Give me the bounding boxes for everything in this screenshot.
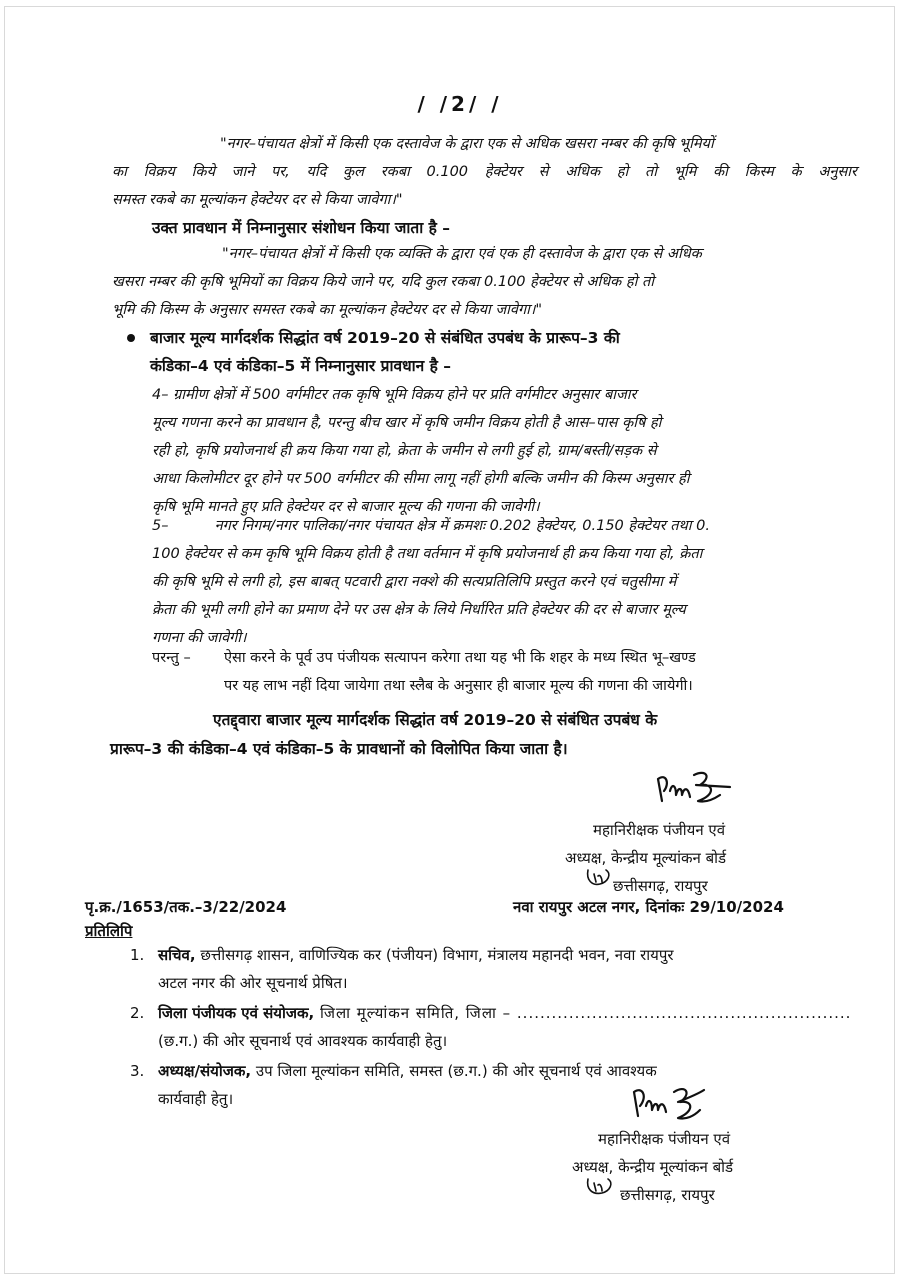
clause-5 xyxy=(152,512,857,652)
initials-mark-2 xyxy=(584,1171,620,1199)
copy-recipient: जिला पंजीयक एवं संयोजक, xyxy=(158,1004,315,1022)
signature-block-1 xyxy=(565,816,823,900)
copy-number: 1. xyxy=(130,946,145,964)
copy-number: 3. xyxy=(130,1062,145,1080)
proviso-line: ऐसा करने के पूर्व उप पंजीयक सत्यापन करेगा तथा यह भी कि शहर के मध्य स्थित भू–खण्ड xyxy=(224,650,696,666)
copy-text: अटल नगर की ओर सूचनार्थ प्रेषित। xyxy=(158,974,348,992)
order-line: प्रारूप–3 की कंडिका–4 एवं कंडिका–5 के प्रावधानों को विलोपित किया जाता है। xyxy=(110,740,568,758)
copy-item xyxy=(118,999,858,1055)
copy-list xyxy=(118,941,858,1113)
clause-line: की कृषि भूमि से लगी हो, इस बाबत् पटवारी द्वारा नक्शे की सत्यप्रतिलिपि प्रस्तुत करने एवं चतुसीमा में xyxy=(152,574,677,590)
clause-4 xyxy=(152,381,857,521)
page-number: / /2/ / xyxy=(417,92,503,116)
bullet-line: बाजार मूल्य मार्गदर्शक सिद्धांत वर्ष 2019–20 से संबंधित उपबंध के प्रारूप–3 की xyxy=(150,329,620,347)
signatory-designation: अध्यक्ष, केन्द्रीय मूल्यांकन बोर्ड xyxy=(572,1158,734,1176)
copy-text: जिला मूल्यांकन समिति, जिला – .......................................................... xyxy=(314,1004,852,1022)
clause-line: आधा किलोमीटर दूर होने पर 500 वर्गमीटर की सीमा लागू नहीं होगी बल्कि जमीन की किस्म अनुसार ही xyxy=(152,471,690,487)
quote-line: समस्त रकबे का मूल्यांकन हेक्टेयर दर से किया जावेगा।" xyxy=(112,192,403,208)
clause-line: 100 हेक्टेयर से कम कृषि भूमि विक्रय होती है तथा वर्तमान में कृषि प्रयोजनार्थ ही क्रय किया गया हो, क्रेता xyxy=(152,546,703,562)
signatory-designation: अध्यक्ष, केन्द्रीय मूल्यांकन बोर्ड xyxy=(565,849,727,867)
quoted-provision-1 xyxy=(112,130,857,214)
amended-provision xyxy=(112,240,857,324)
reference-number: पृ.क्र./1653/तक.–3/22/2024 xyxy=(85,898,287,916)
signatory-location: छत्तीसगढ़, रायपुर xyxy=(620,1186,715,1204)
bullet-line: कंडिका–4 एवं कंडिका–5 में निम्नानुसार प्रावधान है – xyxy=(150,357,452,375)
copy-text: उप जिला मूल्यांकन समिति, समस्त (छ.ग.) की ओर सूचनार्थ एवं आवश्यक xyxy=(251,1062,657,1080)
quote-line: "नगर–पंचायत क्षेत्रों में किसी एक दस्तावेज के द्वारा एक से अधिक खसरा नम्बर की कृषि भूमियों xyxy=(220,136,714,152)
signatory-location: छत्तीसगढ़, रायपुर xyxy=(613,877,708,895)
copy-recipient: सचिव, xyxy=(158,946,196,964)
clause-line: मूल्य गणना करने का प्रावधान है, परन्तु बीच खार में कृषि जमीन विक्रय होती है आस–पास कृषि हो xyxy=(152,415,662,431)
clause-line: क्रेता की भूमी लगी होने का प्रमाण देने पर उस क्षेत्र के लिये निर्धारित प्रति हेक्टेयर की दर से बाजार मूल्य xyxy=(152,602,686,618)
quote-line: खसरा नम्बर की कृषि भूमियों का विक्रय किये जाने पर, यदि कुल रकबा 0.100 हेक्टेयर से अधिक हो तो xyxy=(112,274,654,290)
signature-scribble-2 xyxy=(628,1080,718,1130)
initials-mark-1 xyxy=(584,864,618,890)
clause-line: गणना की जावेगी। xyxy=(152,630,247,646)
copy-item xyxy=(118,1057,858,1113)
signatory-title: महानिरीक्षक पंजीयन एवं xyxy=(593,821,726,839)
signatory-title: महानिरीक्षक पंजीयन एवं xyxy=(598,1130,731,1148)
bullet-point xyxy=(150,324,855,380)
copy-text: (छ.ग.) की ओर सूचनार्थ एवं आवश्यक कार्यवाही हेतु। xyxy=(158,1032,448,1050)
order-line: एतद्द्वारा बाजार मूल्य मार्गदर्शक सिद्धांत वर्ष 2019–20 से संबंधित उपबंध के xyxy=(213,711,658,729)
proviso-line: पर यह लाभ नहीं दिया जायेगा तथा स्लैब के अनुसार ही बाजार मूल्य की गणना की जायेगी। xyxy=(224,678,693,694)
copy-text: कार्यवाही हेतु। xyxy=(158,1090,234,1108)
quote-line: का विक्रय किये जाने पर, यदि कुल रकबा 0.100 हेक्टेयर से अधिक हो तो भूमि की किस्म के अनुसार xyxy=(112,164,857,180)
quote-line: "नगर–पंचायत क्षेत्रों में किसी एक व्यक्ति के द्वारा एवं एक ही दस्तावेज के द्वारा एक से अधिक xyxy=(222,246,702,262)
clause-line: 4– ग्रामीण क्षेत्रों में 500 वर्गमीटर तक कृषि भूमि विक्रय होने पर प्रति वर्गमीटर अनुसार बाजार xyxy=(152,387,637,403)
copy-text: छत्तीसगढ़ शासन, वाणिज्यिक कर (पंजीयन) विभाग, मंत्रालय महानदी भवन, नवा रायपुर xyxy=(195,946,674,964)
clause-line: रही हो, कृषि प्रयोजनार्थ ही क्रय किया गया हो, क्रेता के जमीन से लगी हुई हो, ग्राम/बस्ती/सड़क से xyxy=(152,443,657,459)
deletion-order xyxy=(110,706,860,764)
bullet-icon xyxy=(127,334,135,342)
clause-line: कृषि भूमि मानते हुए प्रति हेक्टेयर दर से बाजार मूल्य की गणना की जावेगी। xyxy=(152,499,540,515)
copy-item xyxy=(118,941,858,997)
copy-recipient: अध्यक्ष/संयोजक, xyxy=(158,1062,252,1080)
copy-heading: प्रतिलिपि xyxy=(85,922,133,940)
signature-block-2 xyxy=(572,1125,828,1209)
clause-line: 5– नगर निगम/नगर पालिका/नगर पंचायत क्षेत्र में क्रमशः 0.202 हेक्टेयर, 0.150 हेक्टेयर तथा 0. xyxy=(152,518,710,534)
place-and-date: नवा रायपुर अटल नगर, दिनांकः 29/10/2024 xyxy=(513,898,784,916)
proviso-label: परन्तु – xyxy=(152,650,191,666)
copy-number: 2. xyxy=(130,1004,145,1022)
amendment-heading: उक्त प्रावधान में निम्नानुसार संशोधन किया जाता है – xyxy=(152,219,451,237)
quote-line: भूमि की किस्म के अनुसार समस्त रकबे का मूल्यांकन हेक्टेयर दर से किया जावेगा।" xyxy=(112,302,543,318)
signature-scribble-1 xyxy=(650,765,740,815)
proviso-text xyxy=(224,644,859,700)
